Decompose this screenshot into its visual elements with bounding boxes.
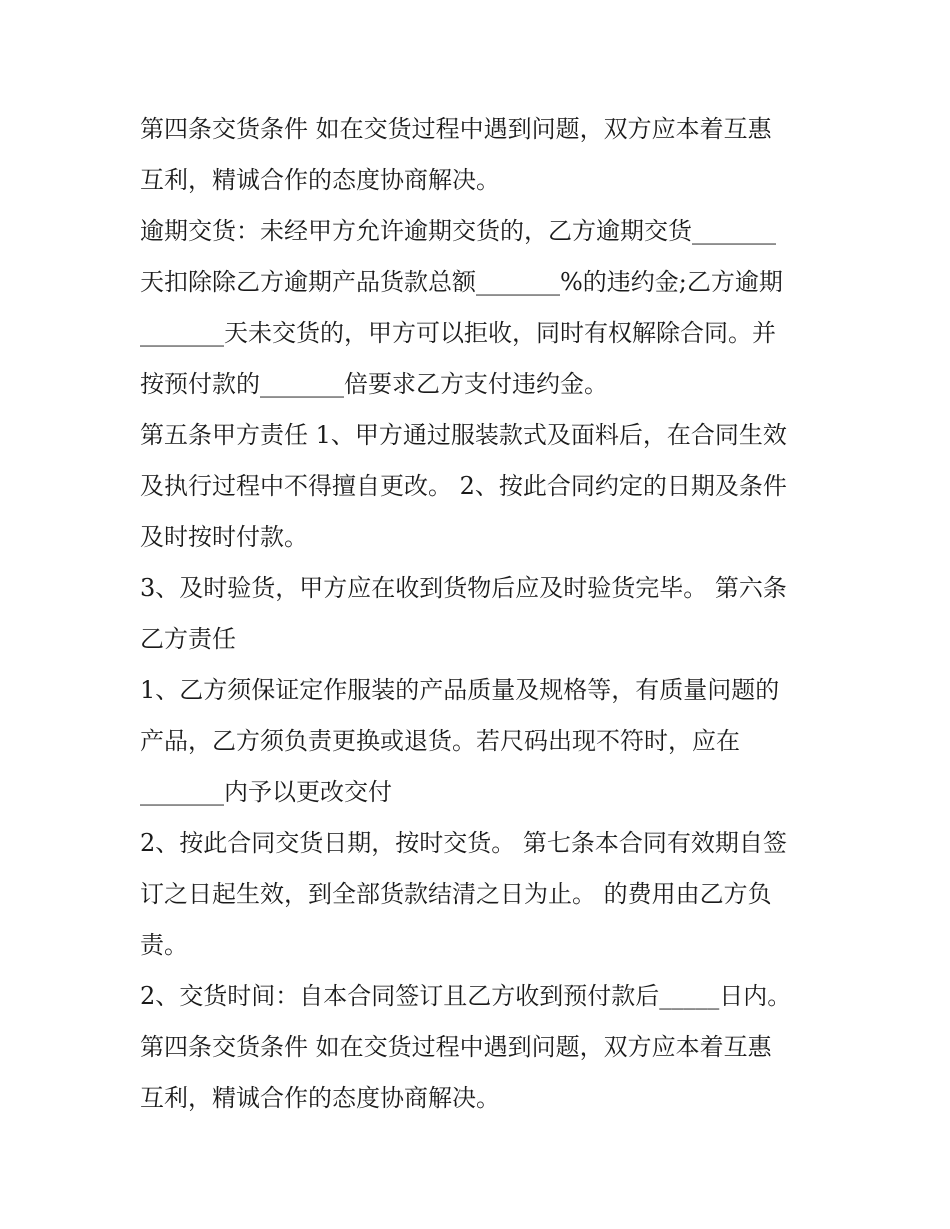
text-line: 第五条甲方责任 1、甲方通过服装款式及面料后，在合同生效 [140,421,787,449]
paragraph-delivery-on-time [140,818,820,971]
paragraph-party-b-quality [140,665,820,818]
text-line: _______天未交货的，甲方可以拒收，同时有权解除合同。并 [140,319,776,347]
text-line: 互利，精诚合作的态度协商解决。 [140,1084,500,1112]
text-line: 及时按时付款。 [140,523,308,551]
text-line: 2、交货时间：自本合同签订且乙方收到预付款后_____日内。 [140,982,792,1010]
text-line: 天扣除除乙方逾期产品货款总额_______%的违约金;乙方逾期 [140,268,783,296]
text-line: 责。 [140,931,188,959]
paragraph-delivery-conditions-repeat [140,1022,820,1124]
paragraph-late-delivery [140,206,820,410]
text-line: 1、乙方须保证定作服装的产品质量及规格等，有质量问题的 [140,676,780,704]
text-line: 按预付款的_______倍要求乙方支付违约金。 [140,370,608,398]
text-line: 第四条交货条件 如在交货过程中遇到问题，双方应本着互惠 [140,1033,772,1061]
paragraph-party-a-duties [140,410,820,563]
document-body [140,104,820,1124]
text-line: 3、及时验货，甲方应在收到货物后应及时验货完毕。 第六条 [140,574,787,602]
paragraph-delivery-time [140,971,820,1022]
text-line: 及执行过程中不得擅自更改。 2、按此合同约定的日期及条件 [140,472,787,500]
text-line: 乙方责任 [140,625,236,653]
text-line: 订之日起生效，到全部货款结清之日为止。 的费用由乙方负 [140,880,772,908]
text-line: _______内予以更改交付 [140,778,392,806]
text-line: 产品，乙方须负责更换或退货。若尺码出现不符时，应在 [140,727,740,755]
paragraph-inspection [140,563,820,665]
text-line: 第四条交货条件 如在交货过程中遇到问题，双方应本着互惠 [140,115,772,143]
text-line: 逾期交货：未经甲方允许逾期交货的，乙方逾期交货_______ [140,217,776,245]
text-line: 互利，精诚合作的态度协商解决。 [140,166,500,194]
paragraph-delivery-conditions [140,104,820,206]
text-line: 2、按此合同交货日期，按时交货。 第七条本合同有效期自签 [140,829,787,857]
